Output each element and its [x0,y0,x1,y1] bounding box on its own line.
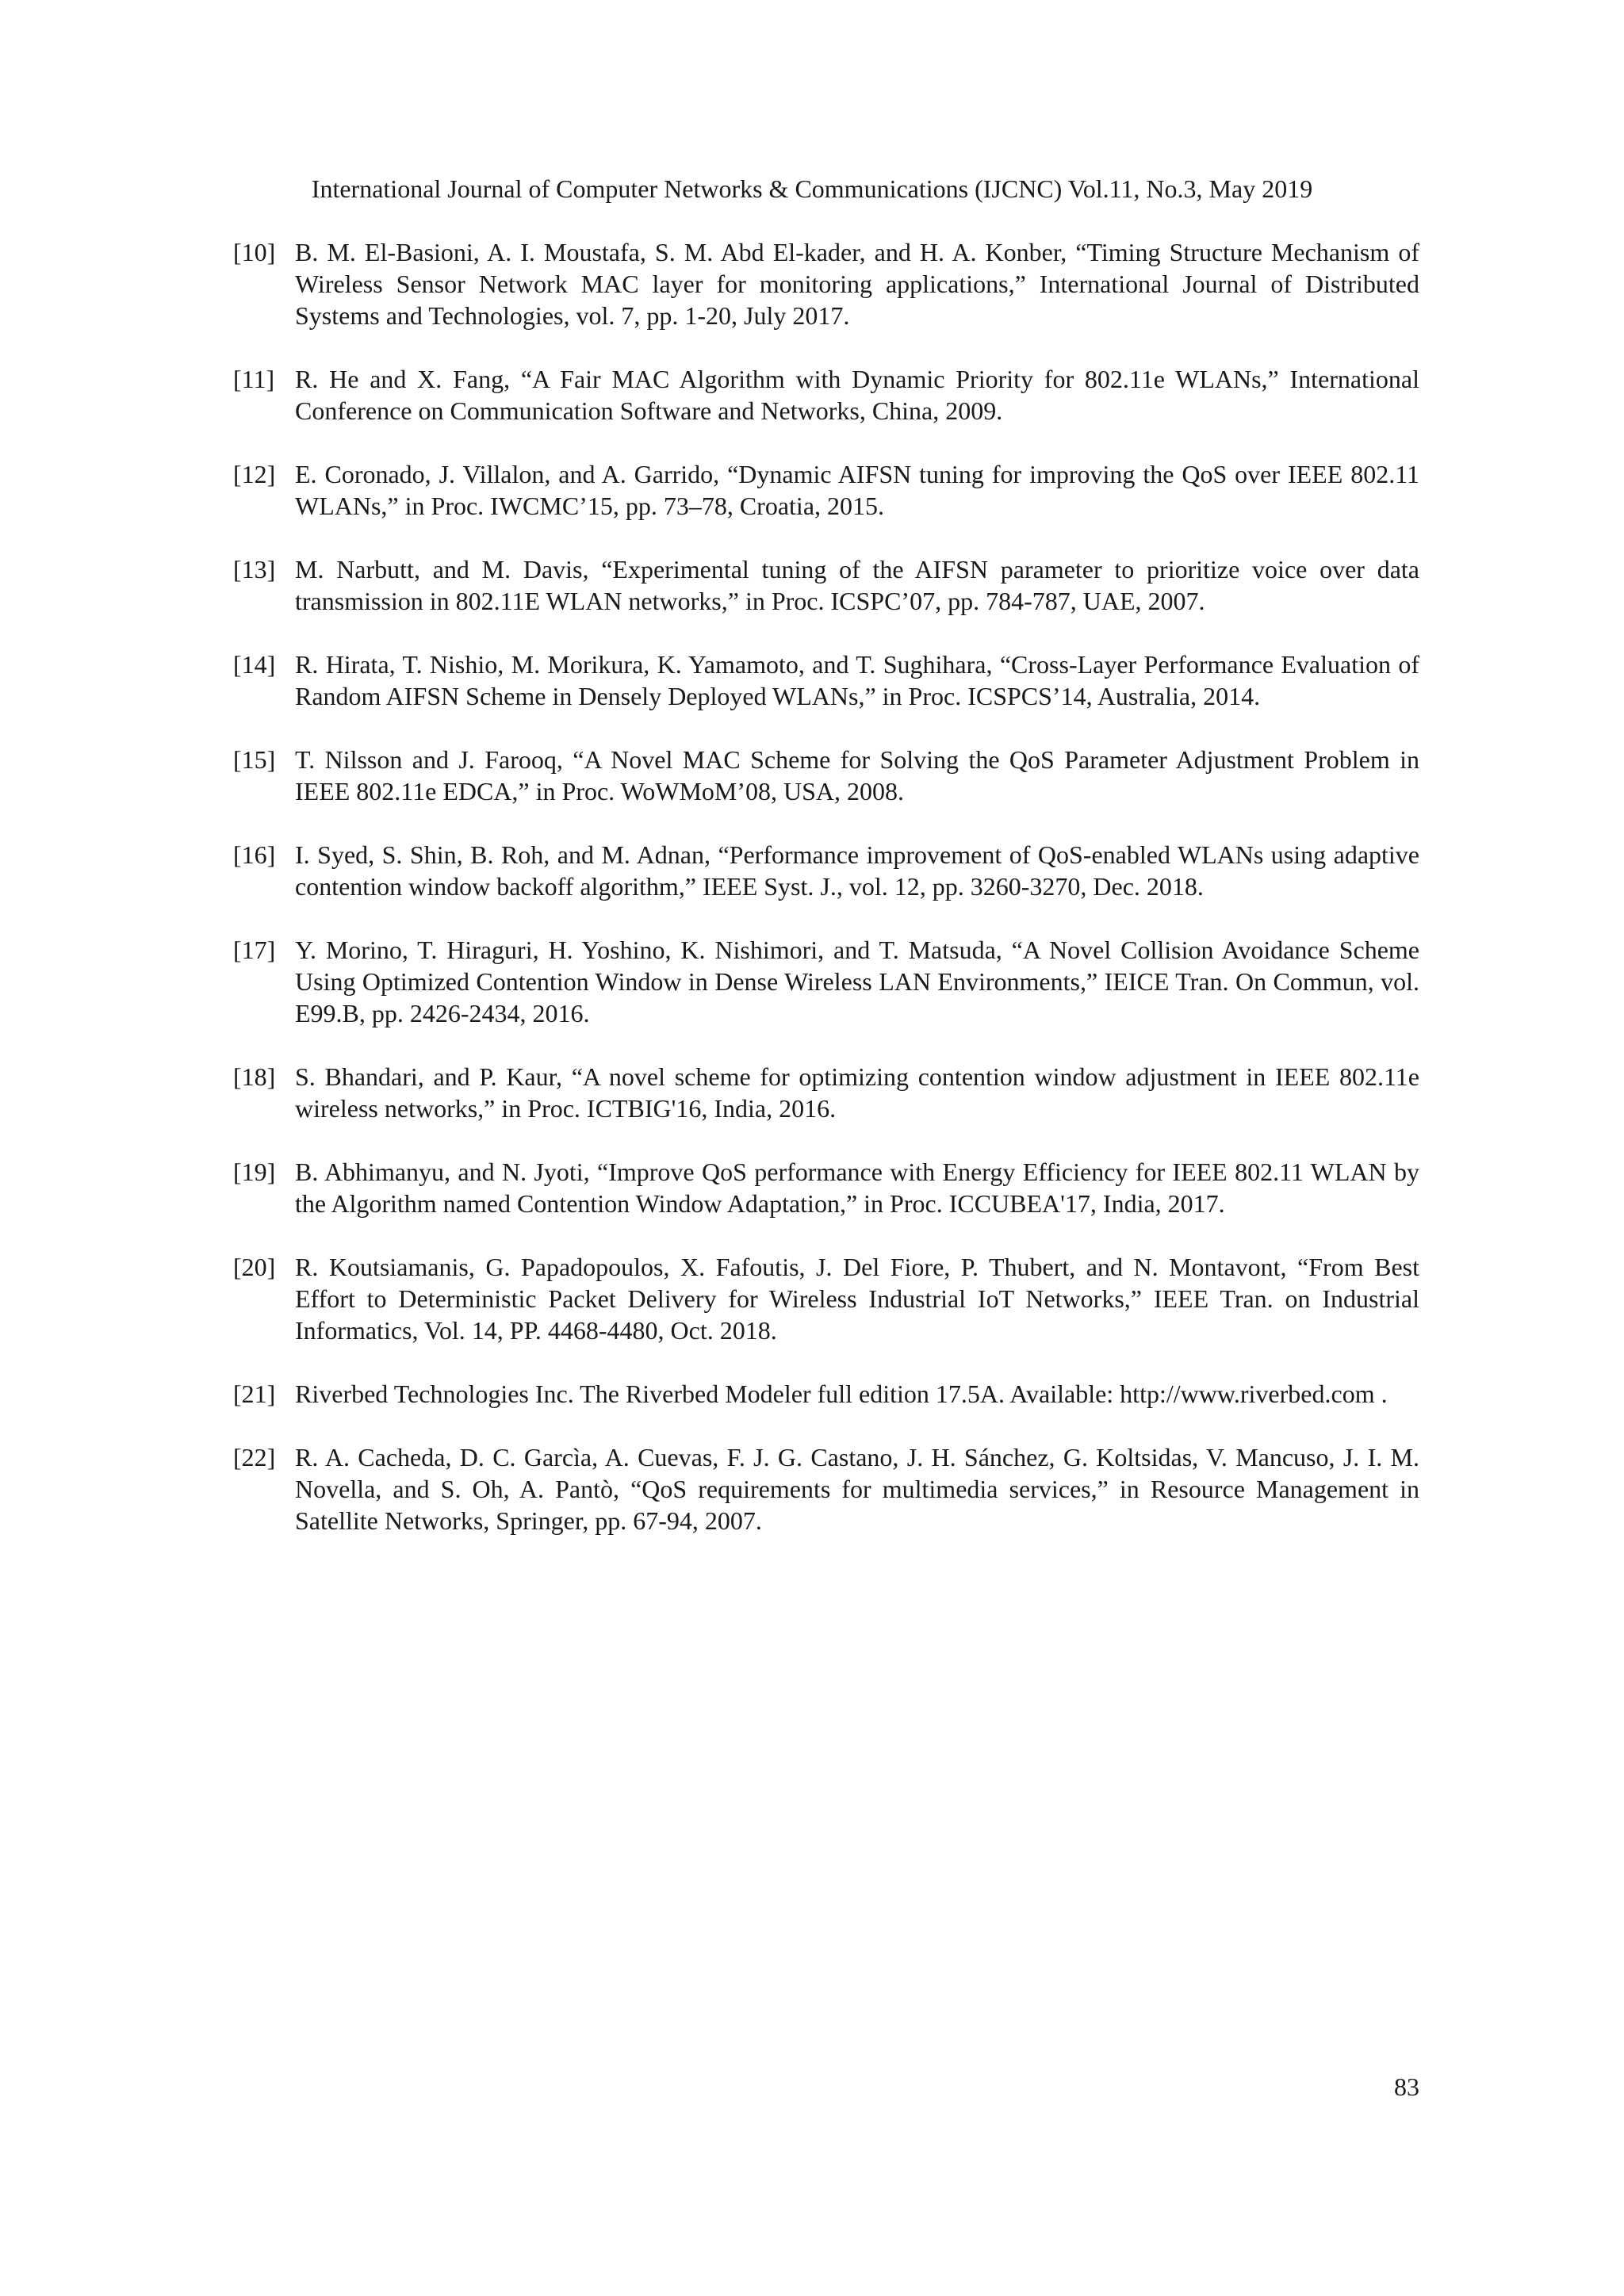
reference-text: Riverbed Technologies Inc. The Riverbed Modeler full edition 17.5A. Available: http://www.riverbed.com . [295,1380,1388,1408]
reference-text: R. Koutsiamanis, G. Papadopoulos, X. Fafoutis, J. Del Fiore, P. Thubert, and N. Montavont, “From Best Effort to Deterministic Packet Delivery for Wireless Industrial IoT Networks,” IEEE Tran. on Industrial Informatics, Vol. 14, PP. 4468-4480, Oct. 2018. [295,1253,1419,1345]
reference-text: E. Coronado, J. Villalon, and A. Garrido, “Dynamic AIFSN tuning for improving the QoS over IEEE 802.11 WLANs,” in Proc. IWCMC’15, pp. 73–78, Croatia, 2015. [295,460,1419,520]
reference-item [233,649,1419,712]
reference-item [233,458,1419,522]
reference-number: [13] [233,555,276,584]
reference-number: [22] [233,1443,276,1471]
reference-text: M. Narbutt, and M. Davis, “Experimental tuning of the AIFSN parameter to prioritize voice over data transmission in 802.11E WLAN networks,” in Proc. ICSPC’07, pp. 784-787, UAE, 2007. [295,555,1419,615]
running-header: International Journal of Computer Networks & Communications (IJCNC) Vol.11, No.3, May 2019 [311,174,1313,203]
reference-item [233,553,1419,617]
reference-number: [16] [233,840,276,869]
reference-number: [20] [233,1253,276,1281]
reference-item [233,1156,1419,1219]
reference-text: R. He and X. Fang, “A Fair MAC Algorithm with Dynamic Priority for 802.11e WLANs,” International Conference on Communication Software and Networks, China, 2009. [295,365,1419,425]
reference-text: I. Syed, S. Shin, B. Roh, and M. Adnan, “Performance improvement of QoS-enabled WLANs using adaptive contention window backoff algorithm,” IEEE Syst. J., vol. 12, pp. 3260-3270, Dec. 2018. [295,840,1419,901]
reference-number: [19] [233,1158,276,1186]
reference-item [233,839,1419,902]
reference-item [233,1441,1419,1536]
reference-number: [21] [233,1380,276,1408]
reference-text: B. Abhimanyu, and N. Jyoti, “Improve QoS performance with Energy Efficiency for IEEE 802.11 WLAN by the Algorithm named Contention Window Adaptation,” in Proc. ICCUBEA'17, India, 2017. [295,1158,1419,1218]
reference-text: Y. Morino, T. Hiraguri, H. Yoshino, K. Nishimori, and T. Matsuda, “A Novel Collision Avoidance Scheme Using Optimized Contention Window in Dense Wireless LAN Environments,” IEICE Tran. On Commun, vol. E99.B, pp. 2426-2434, 2016. [295,936,1419,1027]
reference-number: [10] [233,238,276,266]
reference-number: [17] [233,936,276,964]
reference-number: [18] [233,1062,276,1091]
page-number: 83 [1394,2072,1419,2101]
reference-item [233,1251,1419,1346]
reference-number: [14] [233,650,276,679]
reference-item [233,1378,1419,1410]
reference-item [233,236,1419,331]
reference-text: R. A. Cacheda, D. C. Garcìa, A. Cuevas, F. J. G. Castano, J. H. Sánchez, G. Koltsidas, V. Mancuso, J. I. M. Novella, and S. Oh, A. Pantò, “QoS requirements for multimedia services,” in Resource Management in Satellite Networks, Springer, pp. 67-94, 2007. [295,1443,1419,1535]
reference-item [233,744,1419,807]
reference-text: S. Bhandari, and P. Kaur, “A novel scheme for optimizing contention window adjustment in IEEE 802.11e wireless networks,” in Proc. ICTBIG'16, India, 2016. [295,1062,1419,1123]
reference-number: [11] [233,365,275,393]
reference-text: B. M. El-Basioni, A. I. Moustafa, S. M. Abd El-kader, and H. A. Konber, “Timing Structure Mechanism of Wireless Sensor Network MAC layer for monitoring applications,” International Journal of Distributed Systems and Technologies, vol. 7, pp. 1-20, July 2017. [295,238,1419,330]
reference-list [233,236,1419,1568]
reference-item [233,363,1419,427]
reference-number: [12] [233,460,276,488]
reference-number: [15] [233,745,276,774]
reference-text: T. Nilsson and J. Farooq, “A Novel MAC Scheme for Solving the QoS Parameter Adjustment Problem in IEEE 802.11e EDCA,” in Proc. WoWMoM’08, USA, 2008. [295,745,1419,806]
reference-text: R. Hirata, T. Nishio, M. Morikura, K. Yamamoto, and T. Sughihara, “Cross-Layer Performance Evaluation of Random AIFSN Scheme in Densely Deployed WLANs,” in Proc. ICSPCS’14, Australia, 2014. [295,650,1419,710]
reference-item [233,934,1419,1029]
reference-item [233,1061,1419,1124]
